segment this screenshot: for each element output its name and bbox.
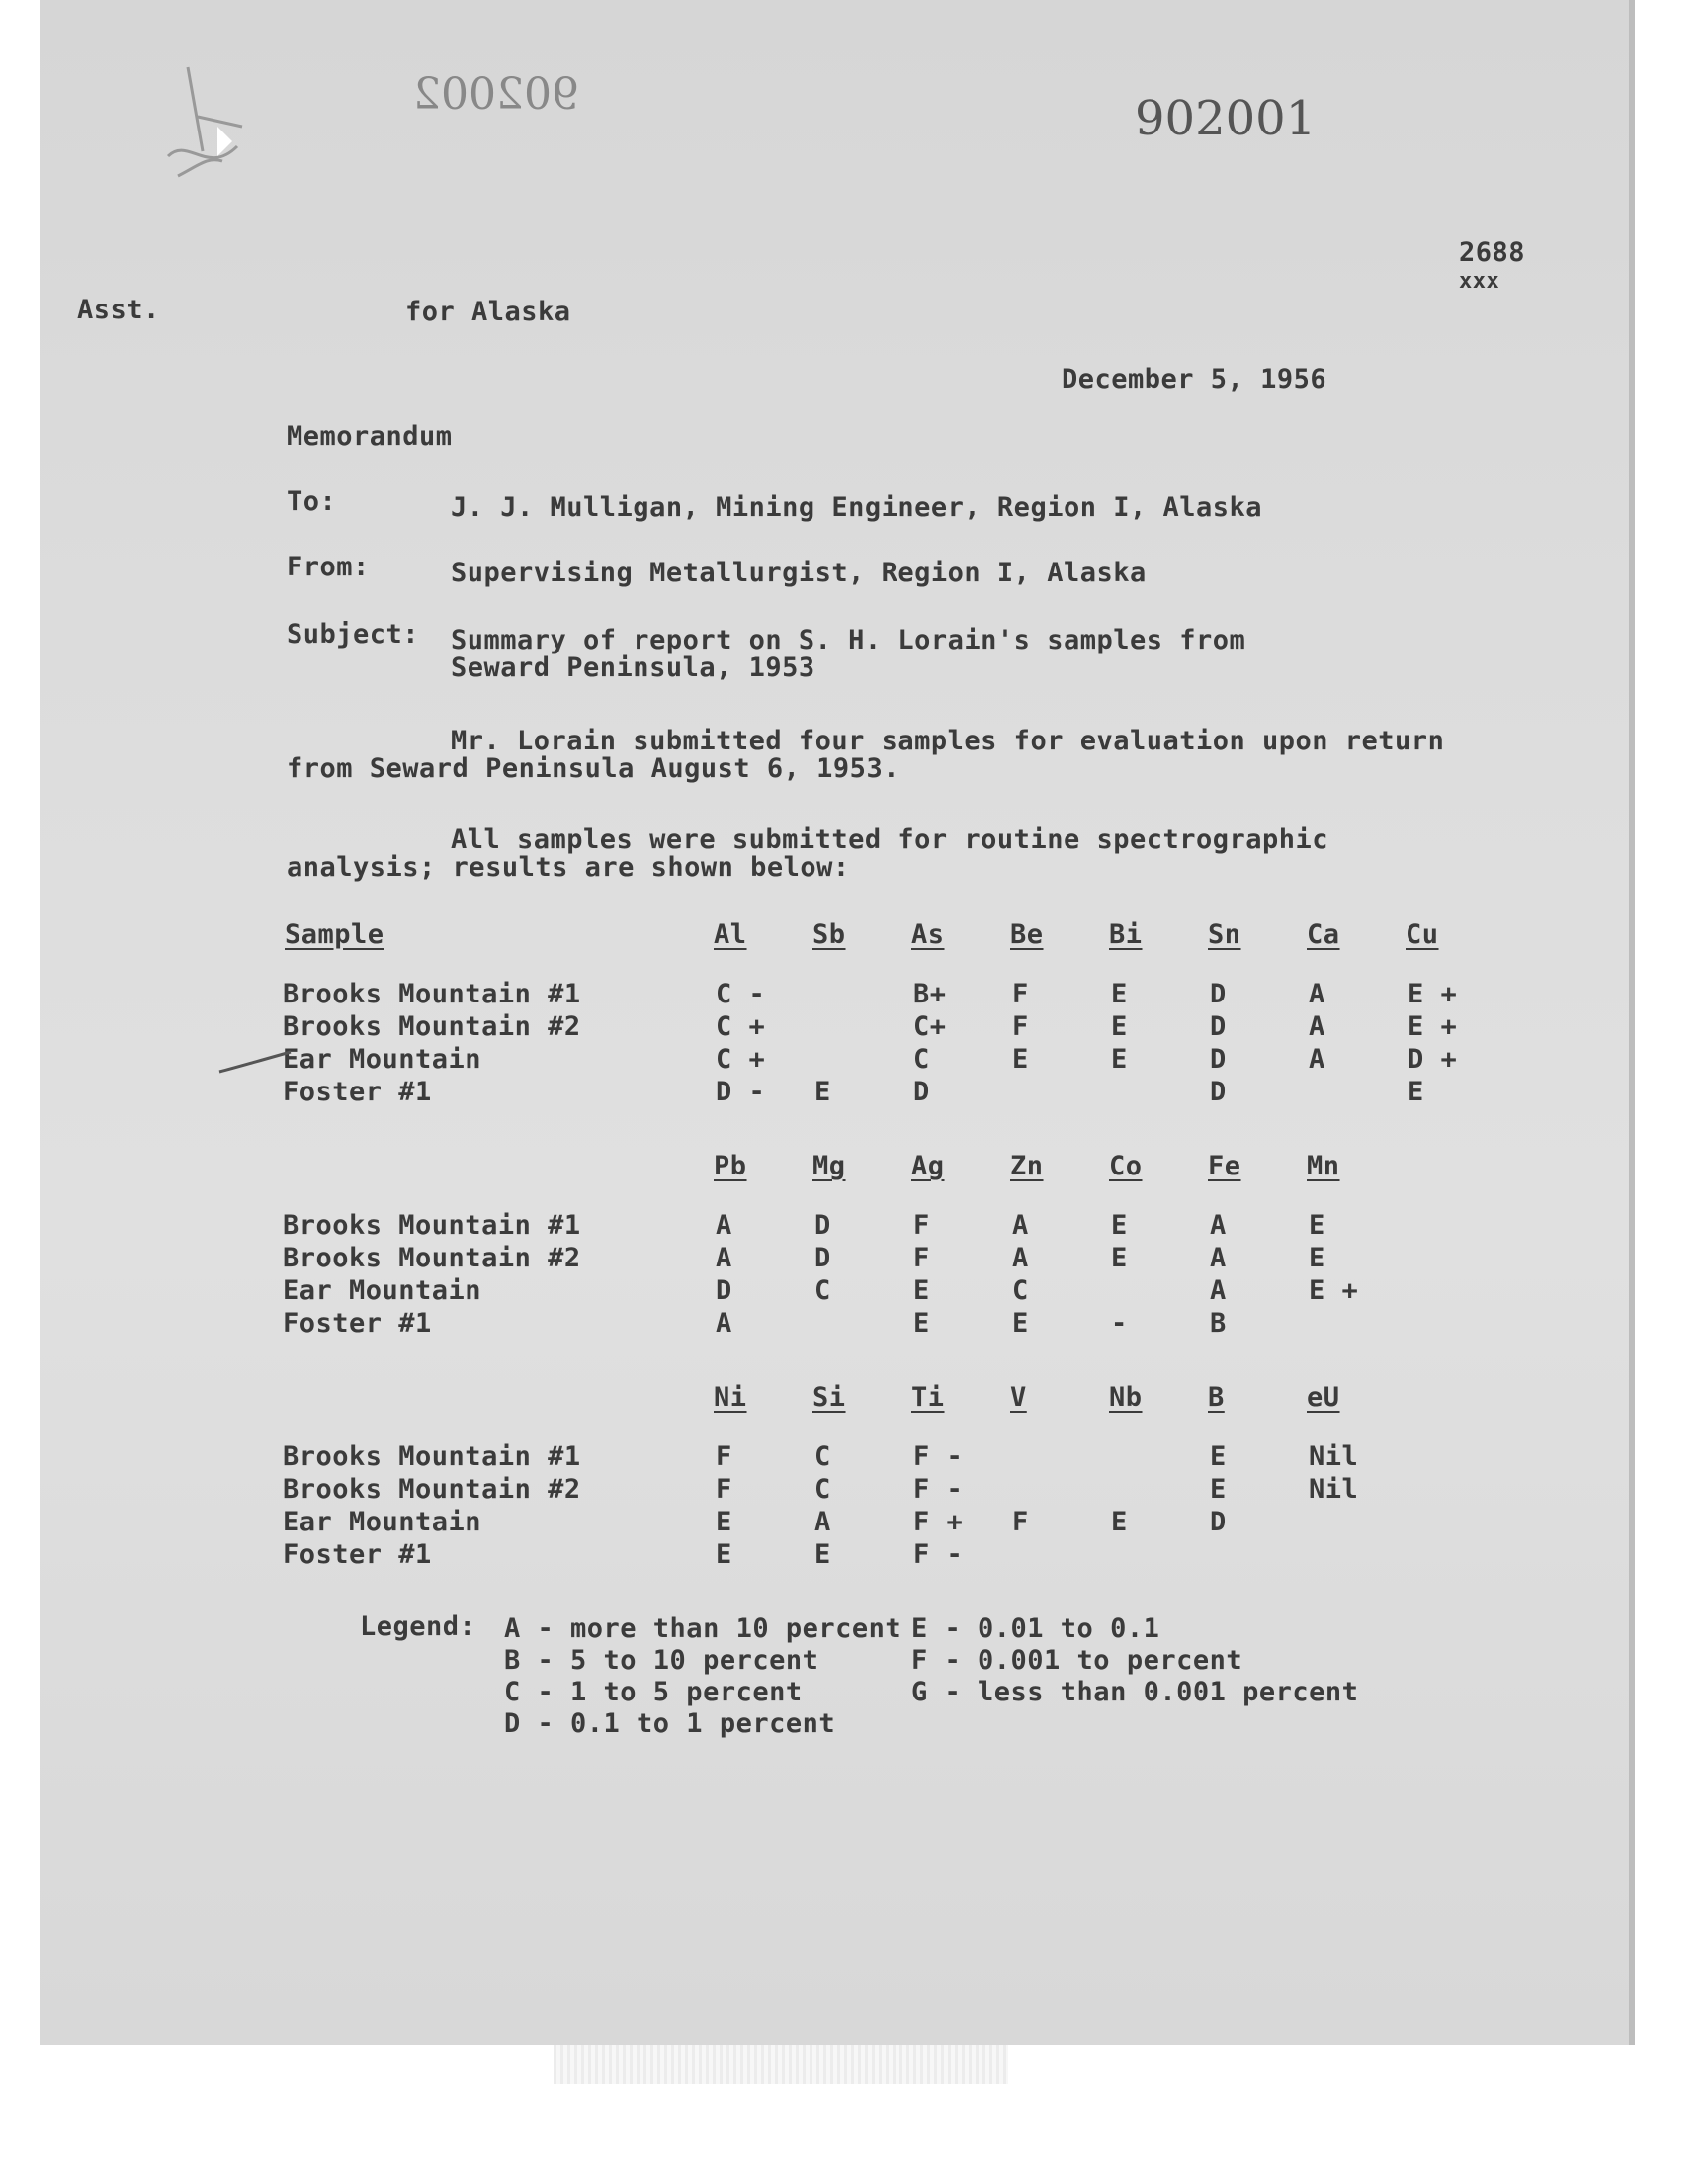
result-cell: D <box>1210 1044 1227 1075</box>
legend-item-g: G - less than 0.001 percent <box>911 1677 1359 1707</box>
result-cell: F <box>1012 1507 1029 1537</box>
to-label: To: <box>287 486 337 517</box>
result-cell: F <box>913 1243 930 1273</box>
to-value: J. J. Mulligan, Mining Engineer, Region I, Alaska <box>451 492 1263 523</box>
result-cell: E <box>1111 1243 1128 1273</box>
legend-item-a: A - more than 10 percent <box>504 1613 902 1644</box>
result-cell: D <box>1210 1077 1227 1107</box>
result-cell: F <box>716 1474 732 1505</box>
result-cell: C <box>814 1441 831 1472</box>
result-cell: E <box>1012 1308 1029 1339</box>
document-code-sub: xxx <box>1459 269 1500 294</box>
result-cell: A <box>1309 1044 1325 1075</box>
paragraph-2-line-1: All samples were submitted for routine spectrographic <box>451 825 1329 855</box>
result-cell: A <box>1012 1243 1029 1273</box>
result-cell: F + <box>913 1507 964 1537</box>
results-table <box>40 0 1629 1681</box>
sample-name: Brooks Mountain #1 <box>283 979 581 1009</box>
result-cell: D <box>1210 1011 1227 1042</box>
element-header: V <box>1010 1382 1027 1413</box>
sample-name: Brooks Mountain #1 <box>283 1441 581 1472</box>
element-header: Ni <box>714 1382 747 1413</box>
element-header: Mn <box>1307 1151 1340 1181</box>
legend-item-f: F - 0.001 to percent <box>911 1645 1243 1676</box>
result-cell: A <box>1210 1210 1227 1241</box>
result-cell: E + <box>1408 979 1458 1009</box>
memo-title: Memorandum <box>287 421 453 452</box>
result-cell: C <box>1012 1275 1029 1306</box>
result-cell: E <box>1210 1474 1227 1505</box>
result-cell: A <box>1210 1243 1227 1273</box>
legend-item-e: E - 0.01 to 0.1 <box>911 1613 1160 1644</box>
result-cell: A <box>1309 1011 1325 1042</box>
sample-name: Foster #1 <box>283 1308 432 1339</box>
element-header: Al <box>714 919 747 950</box>
element-header: B <box>1208 1382 1225 1413</box>
legend-item-c: C - 1 to 5 percent <box>504 1677 803 1707</box>
result-cell: F - <box>913 1474 964 1505</box>
result-cell: C <box>814 1275 831 1306</box>
subject-label: Subject: <box>287 619 420 650</box>
element-header: Mg <box>812 1151 846 1181</box>
result-cell: E <box>1111 1210 1128 1241</box>
element-header: Be <box>1010 919 1044 950</box>
element-header: Ti <box>911 1382 945 1413</box>
office-name: for Alaska <box>405 297 571 327</box>
sample-name: Brooks Mountain #1 <box>283 1210 581 1241</box>
element-header: As <box>911 919 945 950</box>
paragraph-2-line-2: analysis; results are shown below: <box>287 852 850 883</box>
scan-edge-band <box>554 2044 1008 2084</box>
result-cell: D <box>1210 979 1227 1009</box>
file-number: 902001 <box>1135 91 1317 146</box>
result-cell: E <box>716 1539 732 1570</box>
result-cell: D <box>716 1275 732 1306</box>
result-cell: E <box>814 1539 831 1570</box>
result-cell: D - <box>716 1077 766 1107</box>
scan-bottom-margin <box>0 2044 1708 2175</box>
result-cell: E + <box>1408 1011 1458 1042</box>
result-cell: D <box>814 1210 831 1241</box>
paragraph-1-line-2: from Seward Peninsula August 6, 1953. <box>287 753 899 784</box>
sample-name: Foster #1 <box>283 1539 432 1570</box>
sample-name: Brooks Mountain #2 <box>283 1243 581 1273</box>
element-header: Pb <box>714 1151 747 1181</box>
element-header: Nb <box>1109 1382 1143 1413</box>
sample-name: Brooks Mountain #2 <box>283 1474 581 1505</box>
check-mark-icon <box>215 1046 295 1076</box>
element-header: Fe <box>1208 1151 1241 1181</box>
legend-item-d: D - 0.1 to 1 percent <box>504 1708 836 1739</box>
result-cell: A <box>814 1507 831 1537</box>
mirrored-file-number: 902002 <box>413 69 579 120</box>
result-cell: E <box>1111 979 1128 1009</box>
result-cell: E <box>814 1077 831 1107</box>
result-cell: Nil <box>1309 1441 1359 1472</box>
subject-value: Summary of report on S. H. Lorain's samples from <box>451 625 1246 655</box>
result-cell: C - <box>716 979 766 1009</box>
result-cell: C + <box>716 1011 766 1042</box>
result-cell: E <box>1111 1011 1128 1042</box>
element-header: Ag <box>911 1151 945 1181</box>
paragraph-1-line-1: Mr. Lorain submitted four samples for evaluation upon return <box>451 726 1445 756</box>
result-cell: E <box>1210 1441 1227 1472</box>
element-header: Zn <box>1010 1151 1044 1181</box>
element-header: Cu <box>1406 919 1439 950</box>
result-cell: E <box>1111 1507 1128 1537</box>
result-cell: D <box>814 1243 831 1273</box>
result-cell: E <box>1111 1044 1128 1075</box>
element-header: Si <box>812 1382 846 1413</box>
result-cell: C <box>913 1044 930 1075</box>
result-cell: F <box>913 1210 930 1241</box>
subject-value-line2: Seward Peninsula, 1953 <box>451 652 815 683</box>
legend-item-b: B - 5 to 10 percent <box>504 1645 819 1676</box>
result-cell: D <box>1210 1507 1227 1537</box>
result-cell: C + <box>716 1044 766 1075</box>
result-cell: A <box>716 1210 732 1241</box>
result-cell: A <box>716 1243 732 1273</box>
legend-label: Legend: <box>360 1611 476 1642</box>
sample-name: Ear Mountain <box>283 1044 482 1075</box>
from-value: Supervising Metallurgist, Region I, Alaska <box>451 558 1147 588</box>
result-cell: A <box>1309 979 1325 1009</box>
sample-name: Foster #1 <box>283 1077 432 1107</box>
result-cell: A <box>1012 1210 1029 1241</box>
result-cell: Nil <box>1309 1474 1359 1505</box>
result-cell: B+ <box>913 979 947 1009</box>
result-cell: - <box>1111 1308 1128 1339</box>
assistant-label: Asst. <box>77 295 160 325</box>
result-cell: B <box>1210 1308 1227 1339</box>
element-header: Sn <box>1208 919 1241 950</box>
result-cell: F - <box>913 1441 964 1472</box>
result-cell: F <box>1012 1011 1029 1042</box>
element-header: Co <box>1109 1151 1143 1181</box>
element-header: Ca <box>1307 919 1340 950</box>
result-cell: D + <box>1408 1044 1458 1075</box>
result-cell: E <box>1408 1077 1424 1107</box>
sample-column-header: Sample <box>285 919 384 950</box>
element-header: Bi <box>1109 919 1143 950</box>
result-cell: C <box>814 1474 831 1505</box>
result-cell: D <box>913 1077 930 1107</box>
result-cell: E <box>913 1275 930 1306</box>
result-cell: E + <box>1309 1275 1359 1306</box>
result-cell: E <box>716 1507 732 1537</box>
result-cell: A <box>1210 1275 1227 1306</box>
from-label: From: <box>287 552 370 582</box>
result-cell: E <box>1309 1210 1325 1241</box>
result-cell: F <box>1012 979 1029 1009</box>
result-cell: E <box>913 1308 930 1339</box>
memo-date: December 5, 1956 <box>1062 364 1327 394</box>
document-code: 2688 <box>1459 237 1526 268</box>
result-cell: F - <box>913 1539 964 1570</box>
result-cell: E <box>1309 1243 1325 1273</box>
result-cell: F <box>716 1441 732 1472</box>
result-cell: E <box>1012 1044 1029 1075</box>
sample-name: Brooks Mountain #2 <box>283 1011 581 1042</box>
sample-name: Ear Mountain <box>283 1507 482 1537</box>
result-cell: C+ <box>913 1011 947 1042</box>
result-cell: A <box>716 1308 732 1339</box>
document-page <box>40 0 1635 2044</box>
element-header: Sb <box>812 919 846 950</box>
sample-name: Ear Mountain <box>283 1275 482 1306</box>
element-header: eU <box>1307 1382 1340 1413</box>
